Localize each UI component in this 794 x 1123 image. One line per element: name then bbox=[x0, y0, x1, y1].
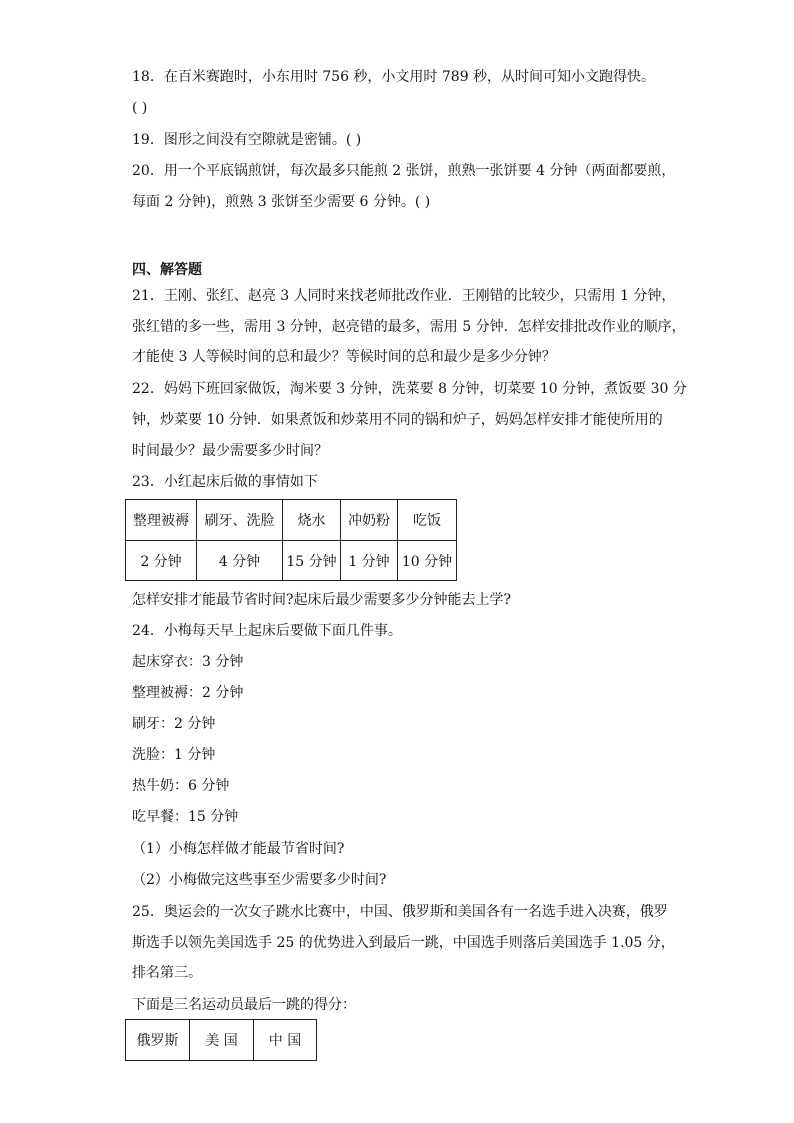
question-22-line-1: 22．妈妈下班回家做饭，淘米要 3 分钟，洗菜要 8 分钟，切菜要 10 分钟，煮饭要 30 分 bbox=[132, 381, 687, 397]
question-21-line-1: 21．王刚、张红、赵亮 3 人同时来找老师批改作业．王刚错的比较少，只需用 1 分钟， bbox=[132, 288, 676, 304]
section-heading-answer-questions: 四、解答题 bbox=[132, 262, 202, 278]
table-header-cell: 整理被褥 bbox=[126, 500, 197, 541]
question-21-line-2: 张红错的多一些，需用 3 分钟，赵亮错的最多，需用 5 分钟．怎样安排批改作业的顺序， bbox=[132, 319, 686, 335]
question-25-line-4: 下面是三名运动员最后一跳的得分： bbox=[132, 997, 356, 1013]
question-25-line-1: 25．奥运会的一次女子跳水比赛中，中国、俄罗斯和美国各有一名选手进入决赛，俄罗 bbox=[132, 904, 668, 920]
question-23-prompt: 怎样安排才能最节省时间?起床后最少需要多少分钟能去上学? bbox=[132, 592, 512, 608]
table-row bbox=[126, 541, 457, 581]
table-cell: 2 分钟 bbox=[126, 541, 197, 581]
question-19: 19．图形之间没有空隙就是密铺。( ) bbox=[132, 132, 362, 148]
question-21-line-3: 才能使 3 人等候时间的总和最少？等候时间的总和最少是多少分钟？ bbox=[132, 349, 556, 365]
table-header-row bbox=[126, 1020, 317, 1061]
table-header-cell: 美 国 bbox=[190, 1020, 254, 1061]
question-22-line-2: 钟，炒菜要 10 分钟．如果煮饭和炒菜用不同的锅和炉子，妈妈怎样安排才能使所用的 bbox=[132, 412, 663, 428]
diving-scores-table bbox=[125, 1019, 317, 1061]
question-18-answer-blank: ( ) bbox=[132, 100, 148, 116]
question-23: 23．小红起床后做的事情如下 bbox=[132, 474, 318, 490]
list-item: 吃早餐：15 分钟 bbox=[132, 809, 239, 825]
question-22-line-3: 时间最少？最少需要多少时间？ bbox=[132, 443, 328, 459]
question-20-line-2: 每面 2 分钟)，煎熟 3 张饼至少需要 6 分钟。( ) bbox=[132, 194, 431, 210]
table-cell: 4 分钟 bbox=[197, 541, 283, 581]
question-24-subquestion-2: （2）小梅做完这些事至少需要多少时间? bbox=[132, 872, 387, 888]
table-header-row bbox=[126, 500, 457, 541]
list-item: 刷牙：2 分钟 bbox=[132, 716, 216, 732]
table-header-cell: 吃饭 bbox=[398, 500, 457, 541]
question-18-line-1: 18．在百米赛跑时，小东用时 756 秒，小文用时 789 秒，从时间可知小文跑得快。 bbox=[132, 69, 656, 85]
list-item: 整理被褥：2 分钟 bbox=[132, 685, 244, 701]
table-header-cell: 中 国 bbox=[254, 1020, 317, 1061]
table-cell: 10 分钟 bbox=[398, 541, 457, 581]
question-24-subquestion-1: （1）小梅怎样做才能最节省时间? bbox=[132, 841, 345, 857]
question-24: 24．小梅每天早上起床后要做下面几件事。 bbox=[132, 623, 402, 639]
table-cell: 1 分钟 bbox=[341, 541, 398, 581]
table-header-cell: 刷牙、洗脸 bbox=[197, 500, 283, 541]
question-20-line-1: 20．用一个平底锅煎饼，每次最多只能煎 2 张饼，煎熟一张饼要 4 分钟（两面都要煎， bbox=[132, 163, 676, 179]
table-header-cell: 冲奶粉 bbox=[341, 500, 398, 541]
table-header-cell: 俄罗斯 bbox=[126, 1020, 190, 1061]
list-item: 起床穿衣：3 分钟 bbox=[132, 654, 244, 670]
list-item: 热牛奶：6 分钟 bbox=[132, 778, 230, 794]
question-25-line-3: 排名第三。 bbox=[132, 965, 202, 981]
question-25-line-2: 斯选手以领先美国选手 25 的优势进入到最后一跳，中国选手则落后美国选手 1.05 分， bbox=[132, 935, 675, 951]
table-header-cell: 烧水 bbox=[283, 500, 341, 541]
table-cell: 15 分钟 bbox=[283, 541, 341, 581]
list-item: 洗脸：1 分钟 bbox=[132, 747, 216, 763]
morning-tasks-table bbox=[125, 499, 457, 581]
